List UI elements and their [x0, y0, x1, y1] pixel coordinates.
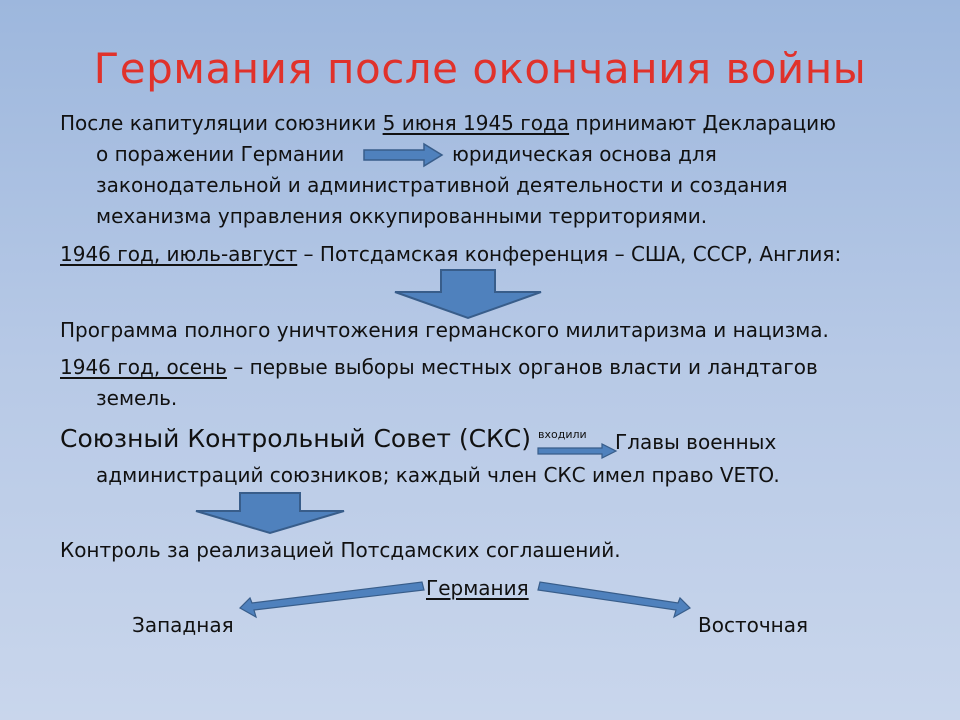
p1-line2-right: юридическая основа для — [452, 142, 717, 166]
p4-line2: земель. — [96, 386, 178, 410]
east-germany-label: Восточная — [698, 613, 809, 637]
germany-label: Германия — [426, 576, 529, 600]
p1-text-after: принимают Декларацию — [569, 111, 836, 135]
slide-title: Германия после окончания войны — [93, 44, 867, 93]
paragraph-control: Контроль за реализацией Потсдамских соглашений. — [60, 538, 621, 562]
p4-text: – первые выборы местных органов власти и ландтагов — [226, 355, 818, 379]
p2-text: – Потсдамская конференция – США, СССР, Англия: — [297, 242, 842, 266]
p5-rest: Главы военных — [615, 430, 777, 454]
paragraph-sks: Союзный Контрольный Совет (СКС) — [60, 424, 532, 453]
paragraph-program: Программа полного уничтожения германского милитаризма и нацизма. — [60, 318, 829, 342]
p1-line3: законодательной и административной деятельности и создания — [96, 173, 788, 197]
west-germany-label: Западная — [132, 613, 234, 637]
p1-line4: механизма управления оккупированными территориями. — [96, 204, 708, 228]
sks-superscript: входили — [538, 428, 587, 441]
p5-line2: администраций союзников; каждый член СКС имел право VETO. — [96, 463, 780, 487]
p1-text-before: После капитуляции союзники — [60, 111, 383, 135]
p4-date: 1946 год, осень — [60, 355, 227, 379]
p2-date: 1946 год, июль-август — [60, 242, 298, 266]
p1-line2-left: о поражении Германии — [96, 142, 345, 166]
p1-date: 5 июня 1945 года — [382, 111, 570, 135]
